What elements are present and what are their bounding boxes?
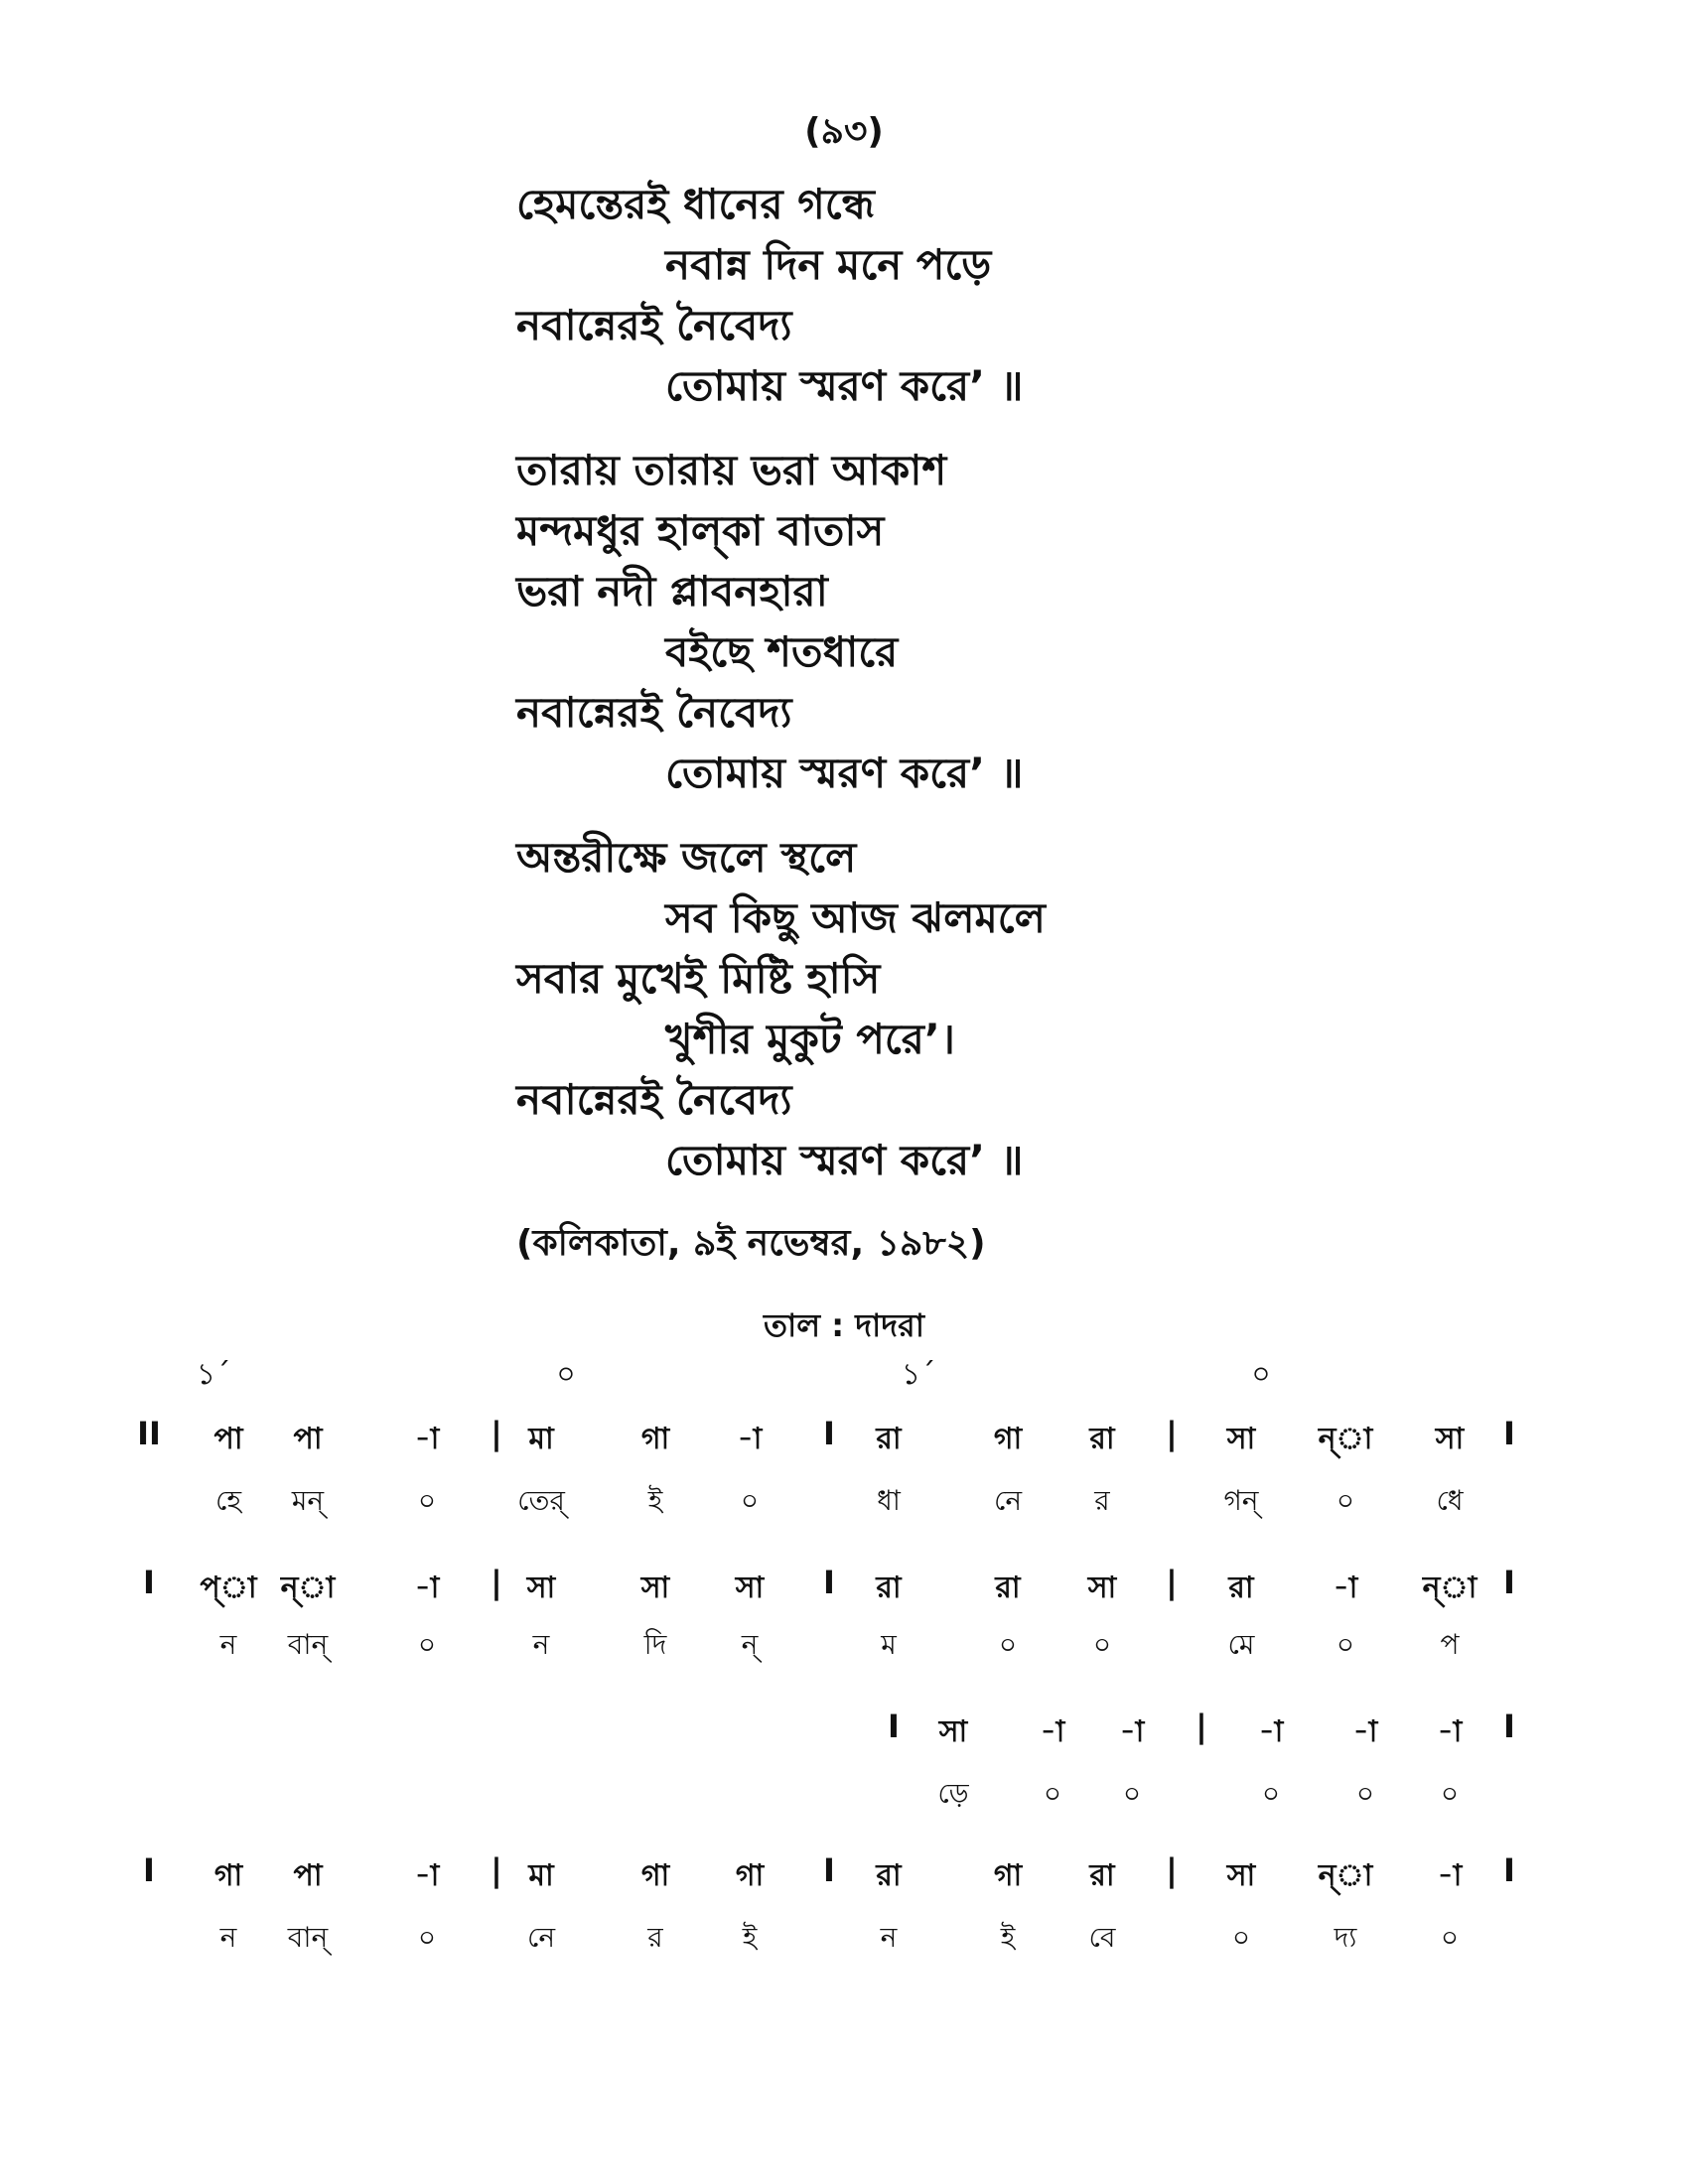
swara-note: ন্া [1318,1858,1373,1893]
bar-line: I [1503,1707,1515,1745]
bar-line: I [1503,1564,1515,1601]
bar-line: I [143,1851,155,1889]
swara-note: -া [1333,1570,1358,1605]
bar-line: | [491,1851,502,1889]
lyric-syllable: দ্য [1334,1921,1357,1954]
taal-mark: ০ [556,1357,576,1392]
lyric-syllable: ই [742,1921,758,1954]
lyric-syllable: ০ [1355,1777,1375,1810]
lyric-syllable: ০ [1440,1777,1460,1810]
swara-note: রা [876,1422,902,1456]
swara-note: -া [737,1422,763,1456]
poem-line: নবান্নেরই নৈবেদ্য [516,1075,792,1124]
swara-note: সা [526,1570,556,1605]
lyric-syllable: নে [526,1921,556,1954]
swara-note: রা [1089,1422,1115,1456]
swara-note: সা [640,1570,670,1605]
poem-line: তোমায় স্মরণ করে’ ॥ [665,1136,1024,1184]
bar-line: | [491,1564,502,1601]
poem-line: সবার মুখেই মিষ্টি হাসি [516,954,881,1003]
poem-line: নবান্ন দিন মনে পড়ে [665,240,992,289]
lyric-syllable: ন [880,1921,898,1954]
dateline: (কলিকাতা, ৯ই নভেম্বর, ১৯৮২) [516,1223,986,1264]
poem-line: অন্তরীক্ষে জলে স্থলে [516,833,857,882]
bar-line: | [1196,1707,1207,1745]
lyric-syllable: র [647,1921,663,1954]
swara-note: রা [1089,1858,1115,1893]
swara-note: গা [735,1858,765,1893]
poem-stanza [516,827,1410,1190]
swara-note: -া [1258,1714,1284,1749]
poem-line: তোমায় স্মরণ করে’ ॥ [665,361,1024,410]
page-number: (৯৩) [804,111,884,152]
bar-line: I [888,1707,900,1745]
lyric-syllable: বান্ [287,1921,329,1954]
swara-note: -া [1119,1714,1145,1749]
swara-note: -া [414,1422,440,1456]
bar-line: II [137,1415,161,1452]
swara-note: মা [528,1858,554,1893]
swara-note: -া [1437,1714,1463,1749]
swara-note: গা [640,1858,670,1893]
swara-note: পা [293,1858,323,1893]
swara-note: গা [640,1422,670,1456]
lyric-syllable: ন্ [741,1628,759,1661]
lyric-syllable: ০ [1122,1777,1142,1810]
lyric-syllable: ০ [1336,1484,1355,1517]
bar-line: I [823,1564,835,1601]
poem-line: ভরা নদী প্লাবনহারা [516,567,828,615]
bar-line: | [1166,1851,1178,1889]
lyric-syllable: ০ [1043,1777,1062,1810]
lyric-syllable: ০ [1336,1628,1355,1661]
lyric-syllable: ০ [1261,1777,1281,1810]
swara-note: প্া [200,1570,257,1605]
swara-note: -া [414,1858,440,1893]
lyric-syllable: ০ [740,1484,760,1517]
taal-mark: ১´ [196,1357,231,1392]
swara-note: -া [1437,1858,1463,1893]
lyric-syllable: মন্ [291,1484,325,1517]
bar-line: I [1503,1415,1515,1452]
swara-note: সা [1087,1570,1117,1605]
poem-stanza [516,440,1410,803]
swara-note: সা [1226,1422,1256,1456]
swara-note: পা [293,1422,323,1456]
lyric-syllable: ই [647,1484,663,1517]
lyric-syllable: গন্ [1223,1484,1259,1517]
swara-note: -া [414,1570,440,1605]
lyric-syllable: ধে [1436,1484,1464,1517]
bar-line: | [491,1415,502,1452]
lyric-syllable: ড়ে [937,1777,969,1810]
poem-line: বইছে শতধারে [665,627,899,676]
bar-line: I [823,1851,835,1889]
lyric-syllable: দি [643,1628,667,1661]
lyric-syllable: বে [1088,1921,1116,1954]
lyric-syllable: নে [993,1484,1023,1517]
swara-note: গা [213,1858,243,1893]
lyric-syllable: র [1094,1484,1110,1517]
poem-line: হেমন্তেরই ধানের গন্ধে [516,180,875,228]
taal-heading: তাল : দাদরা [764,1306,924,1344]
lyric-syllable: ০ [417,1484,437,1517]
lyric-syllable: ০ [1231,1921,1251,1954]
swara-note: সা [1435,1422,1465,1456]
lyric-syllable: প [1440,1628,1460,1661]
swara-note: মা [528,1422,554,1456]
swara-note: ন্া [280,1570,336,1605]
swara-note: -া [1040,1714,1065,1749]
lyric-syllable: ন [219,1628,237,1661]
bar-line: I [823,1415,835,1452]
lyric-syllable: বান্ [287,1628,329,1661]
poem-line: খুশীর মুকুট পরে’। [665,1015,955,1063]
swara-note: -া [1352,1714,1378,1749]
swara-note: পা [213,1422,243,1456]
bar-line: I [1503,1851,1515,1889]
poem-stanza [516,174,1410,416]
poem-line: সব কিছু আজ ঝলমলে [665,893,1046,942]
swara-note: গা [993,1422,1023,1456]
poem-line: তোমায় স্মরণ করে’ ॥ [665,749,1024,797]
lyric-syllable: তের্ [517,1484,565,1517]
poem-line: মন্দমধুর হাল্‌কা বাতাস [516,506,885,555]
swara-note: ন্া [1422,1570,1477,1605]
swara-note: রা [876,1570,902,1605]
lyric-syllable: ম [881,1628,897,1661]
lyric-syllable: ০ [1440,1921,1460,1954]
lyric-syllable: ই [1000,1921,1016,1954]
lyric-syllable: হে [214,1484,242,1517]
poem-line: নবান্নেরই নৈবেদ্য [516,688,792,737]
swara-note: রা [995,1570,1021,1605]
bar-line: | [1166,1564,1178,1601]
lyric-syllable: ০ [417,1628,437,1661]
lyric-syllable: ন [219,1921,237,1954]
swara-note: রা [1228,1570,1254,1605]
swara-note: গা [993,1858,1023,1893]
lyric-syllable: মে [1227,1628,1255,1661]
lyric-syllable: ০ [417,1921,437,1954]
poem [516,174,1410,1214]
lyric-syllable: ০ [1092,1628,1112,1661]
lyric-syllable: ধা [877,1484,901,1517]
notation-table [0,1357,1688,1956]
bar-line: I [143,1564,155,1601]
lyric-syllable: ০ [998,1628,1018,1661]
bar-line: | [1166,1415,1178,1452]
swara-note: রা [876,1858,902,1893]
swara-note: ন্া [1318,1422,1373,1456]
swara-note: সা [938,1714,968,1749]
taal-mark: ১´ [901,1357,936,1392]
poem-line: তারায় তারায় ভরা আকাশ [516,446,947,494]
swara-note: সা [735,1570,765,1605]
poem-line: নবান্নেরই নৈবেদ্য [516,301,792,349]
taal-mark: ০ [1251,1357,1271,1392]
lyric-syllable: ন [532,1628,550,1661]
swara-note: সা [1226,1858,1256,1893]
